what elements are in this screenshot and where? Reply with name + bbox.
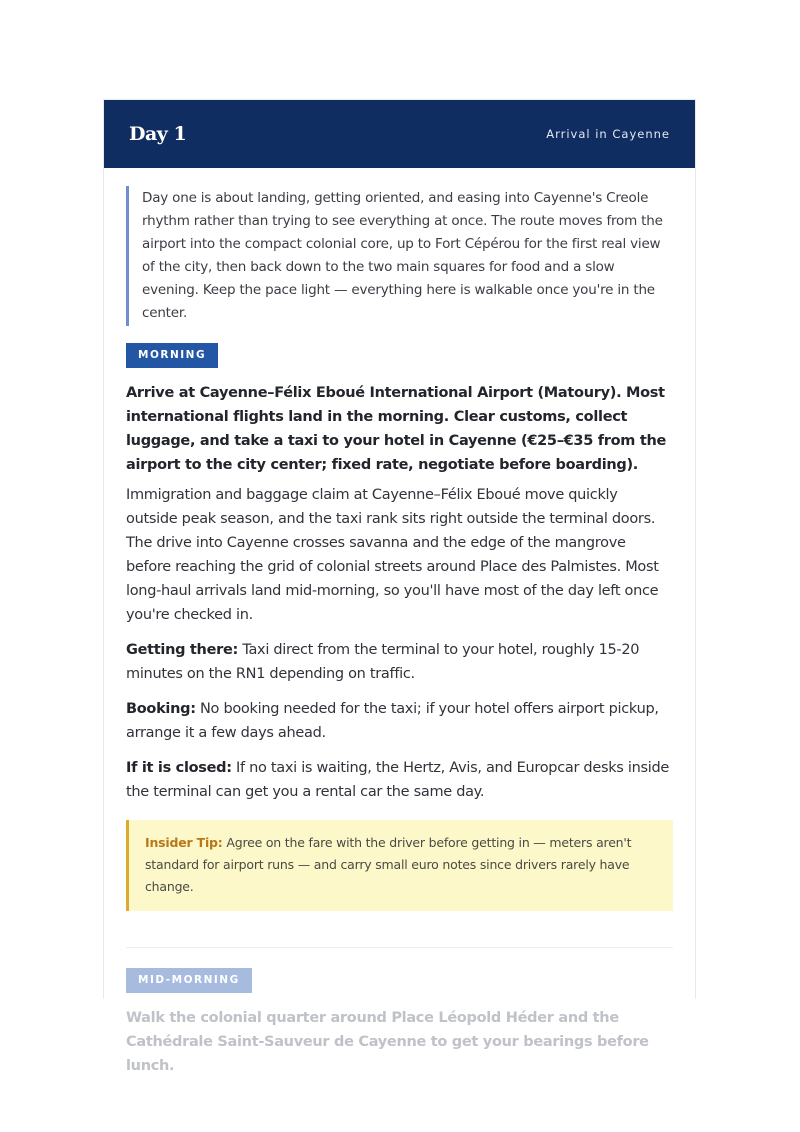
morning-description: Immigration and baggage claim at Cayenne–Félix Eboué move quickly outside peak season, and the taxi rank sits right outside the terminal doors. The drive into Cayenne crosses savanna and the edge of the mangrove before reaching the grid of colonial streets around Place des Palmistes. Most long-haul arrivals land mid-morning, so you'll have most of the day left once you're checked in. (126, 487, 659, 623)
day-body (104, 168, 695, 1078)
booking-info (126, 697, 673, 745)
day-header (104, 100, 695, 168)
booking-label: Booking: (126, 701, 196, 717)
getting-there-text: Taxi direct from the terminal to your hotel, roughly 15-20 minutes on the RN1 depending on traffic. (126, 642, 640, 682)
mid-morning-badge: MID-MORNING (126, 968, 252, 993)
closed-info (126, 756, 673, 804)
section-divider (126, 947, 673, 948)
mid-morning-headline: Walk the colonial quarter around Place Léopold Héder and the Cathédrale Saint-Sauveur de Cayenne to get your bearings before lunch. (126, 1010, 649, 1074)
day-title: Day 1 (129, 123, 187, 145)
day-subtitle: Arrival in Cayenne (546, 127, 670, 141)
getting-there-label: Getting there: (126, 642, 238, 658)
day-intro: Day one is about landing, getting oriented, and easing into Cayenne's Creole rhythm rather than trying to see everything at once. The route moves from the airport into the compact colonial core, up to Fort Cépérou for the first real view of the city, then back down to the two main squares for food and a slow evening. Keep the pace light — everything here is walkable once you're in the center. (126, 186, 673, 326)
insider-tip (126, 820, 673, 911)
itinerary-day-card (103, 99, 696, 1074)
getting-there-info (126, 638, 673, 686)
morning-headline: Arrive at Cayenne–Félix Eboué International Airport (Matoury). Most international flights land in the morning. Clear customs, collect luggage, and take a taxi to your hotel in Cayenne (€25–€35 from the airport to the city center; fixed rate, negotiate before boarding). (126, 385, 667, 473)
closed-label: If it is closed: (126, 760, 232, 776)
insider-tip-label: Insider Tip: (145, 835, 223, 850)
booking-text: No booking needed for the taxi; if your hotel offers airport pickup, arrange it a few days ahead. (126, 701, 659, 741)
closed-text: If no taxi is waiting, the Hertz, Avis, and Europcar desks inside the terminal can get you a rental car the same day. (126, 760, 670, 800)
morning-badge: MORNING (126, 343, 218, 368)
insider-tip-text: Agree on the fare with the driver before getting in — meters aren't standard for airport runs — and carry small euro notes since drivers rarely have change. (145, 835, 632, 894)
